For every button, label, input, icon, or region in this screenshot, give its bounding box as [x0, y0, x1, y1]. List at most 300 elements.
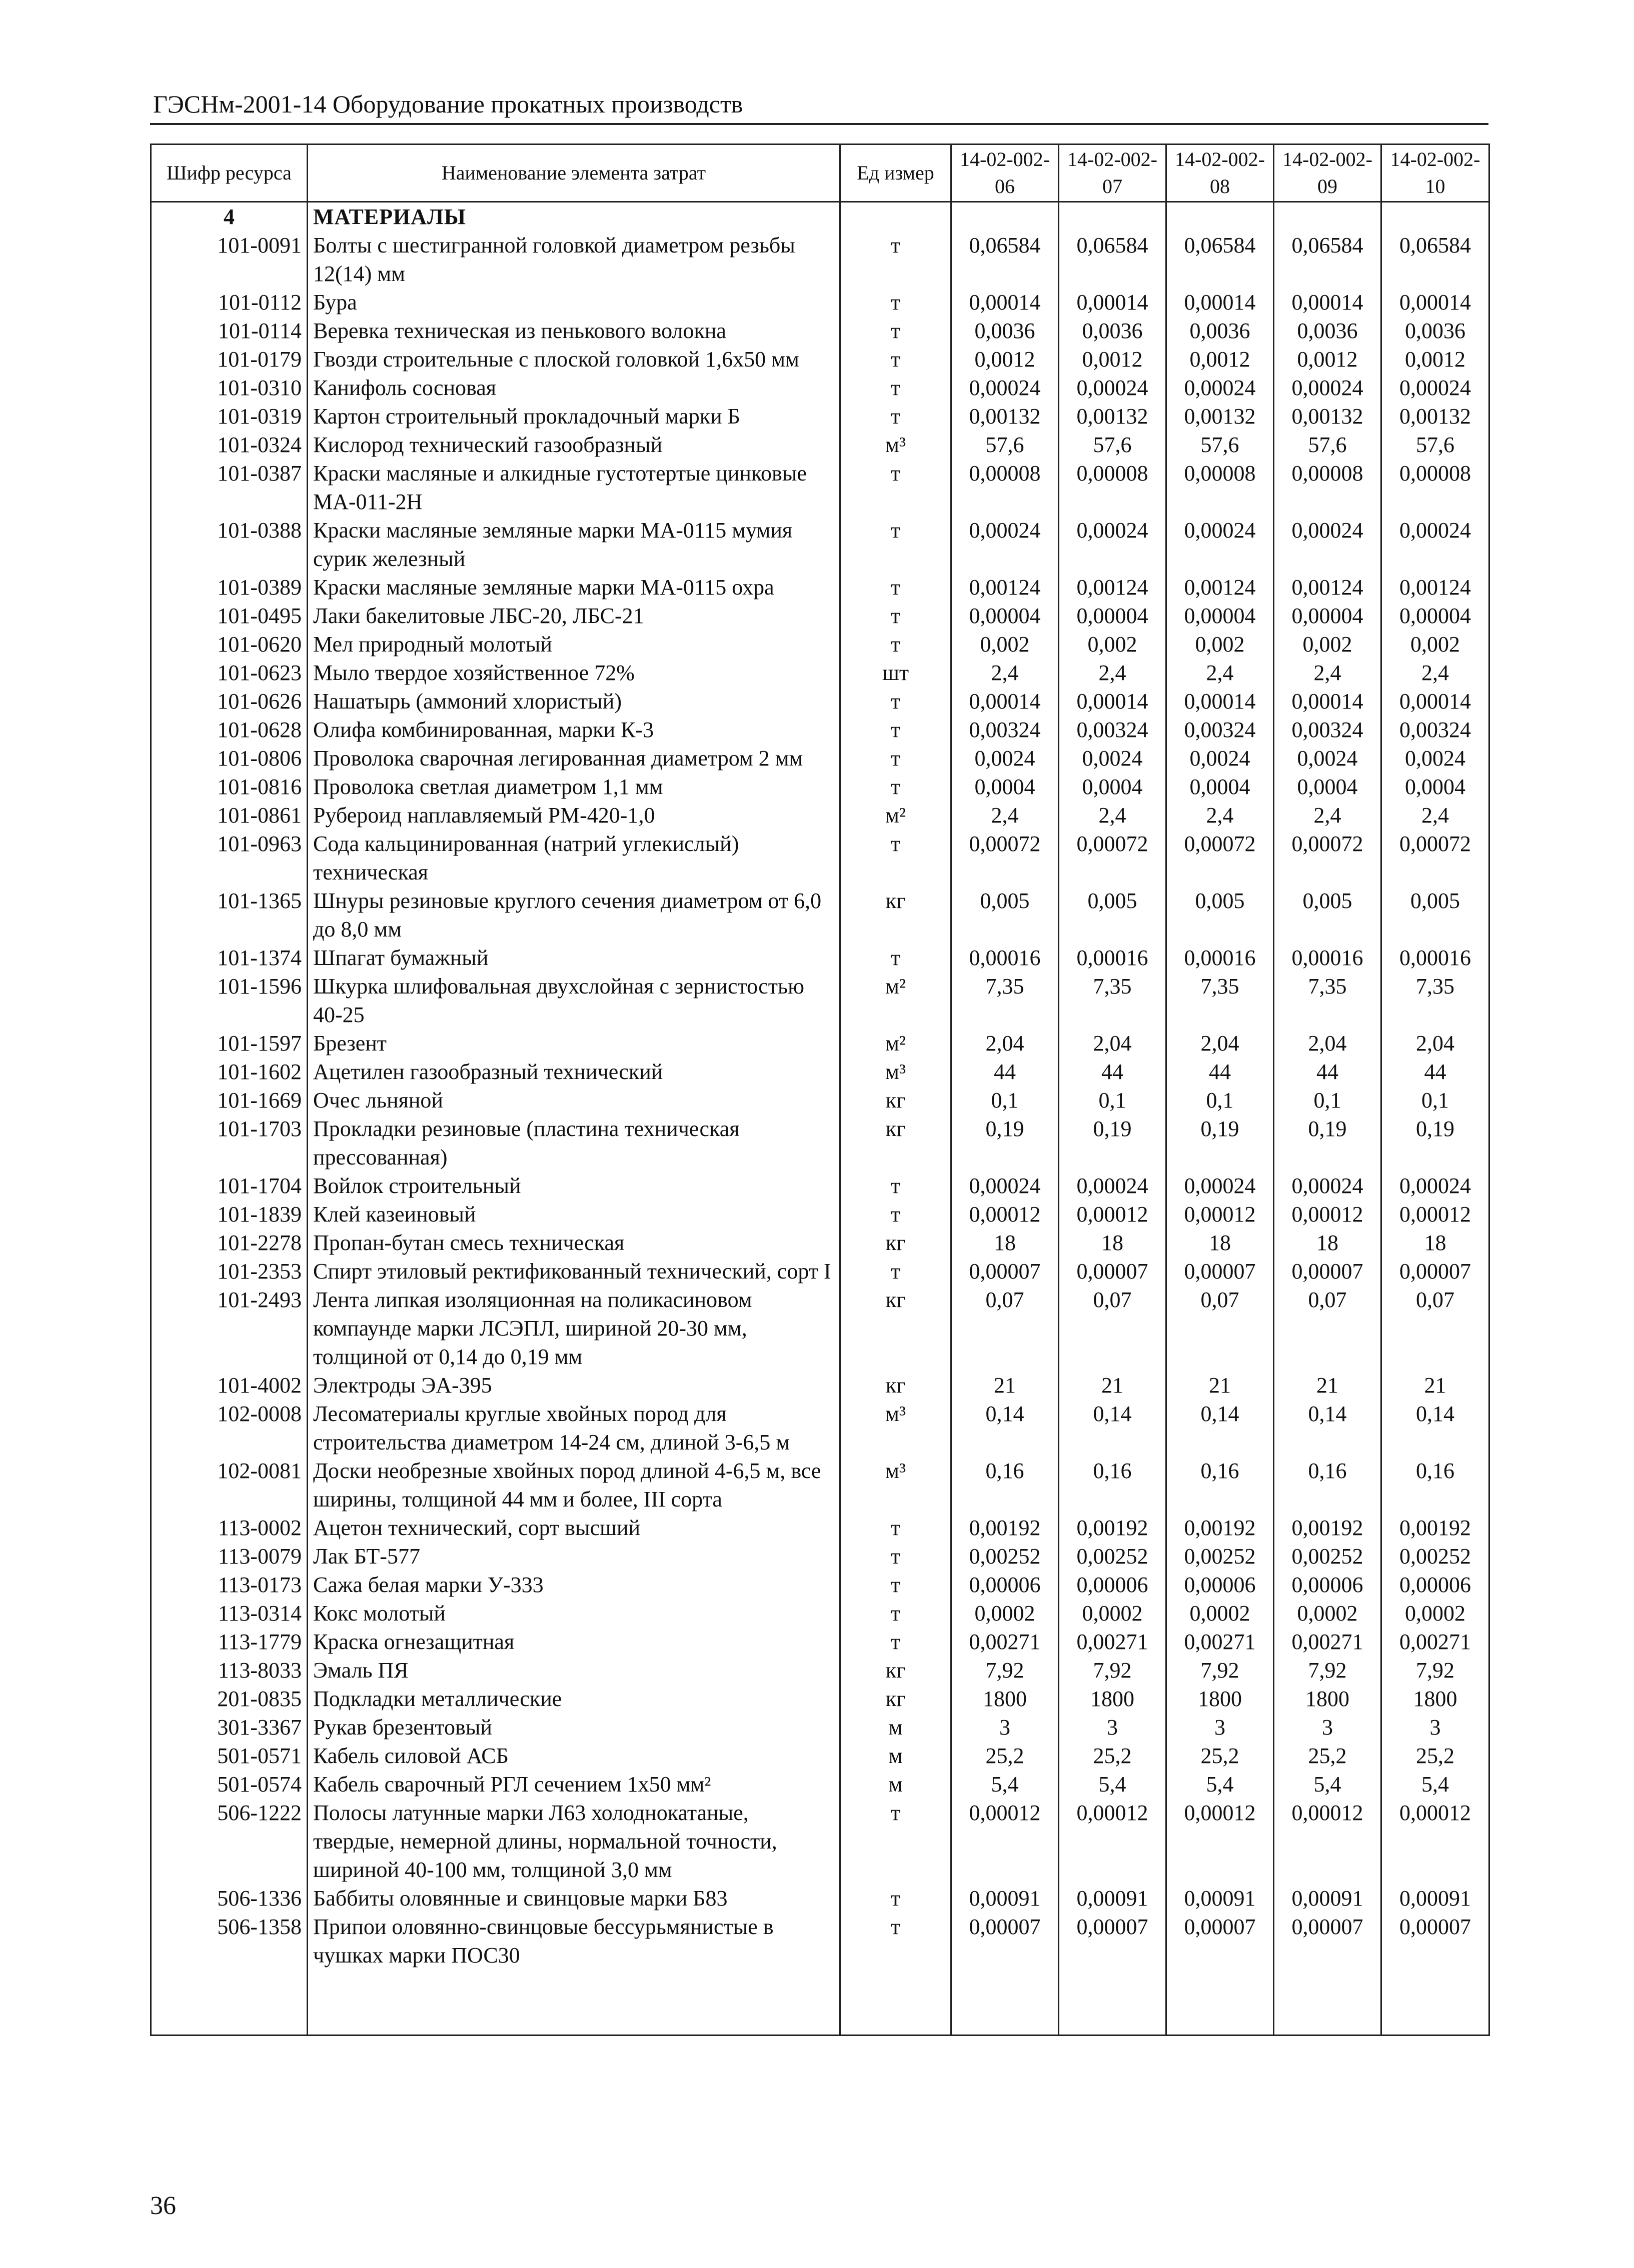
resource-unit: т	[840, 516, 951, 573]
resource-unit: т	[840, 944, 951, 972]
resource-value: 0,00192	[1381, 1514, 1489, 1542]
table-row	[151, 830, 1489, 886]
resource-code: 101-1704	[151, 1172, 308, 1200]
resource-value: 0,00007	[1059, 1912, 1166, 1970]
resource-value: 0,00024	[951, 374, 1059, 402]
resource-value: 0,00007	[1381, 1912, 1489, 1970]
resource-value: 0,00124	[1274, 573, 1381, 602]
resource-unit: кг	[840, 1086, 951, 1114]
resource-unit: т	[840, 830, 951, 886]
resource-value: 0,00008	[1166, 459, 1274, 516]
resource-value: 0,06584	[951, 231, 1059, 288]
table-row	[151, 1257, 1489, 1286]
resource-name: Пропан-бутан смесь техническая	[308, 1228, 840, 1257]
table-row	[151, 1371, 1489, 1400]
resource-unit: м²	[840, 972, 951, 1029]
resource-value: 0,00012	[1381, 1200, 1489, 1228]
resource-value: 0,00008	[1381, 459, 1489, 516]
resource-value: 0,002	[1274, 630, 1381, 658]
resource-value: 2,4	[1166, 658, 1274, 687]
resource-unit: т	[840, 1570, 951, 1599]
resource-unit: т	[840, 1257, 951, 1286]
resource-value: 0,19	[951, 1114, 1059, 1172]
resource-value: 0,00006	[1381, 1570, 1489, 1599]
resource-unit: т	[840, 1798, 951, 1884]
resource-name: Доски необрезные хвойных пород длиной 4-6,5 м, все ширины, толщиной 44 мм и более, III сорта	[308, 1456, 840, 1514]
resource-value: 0,002	[1059, 630, 1166, 658]
table-row	[151, 1228, 1489, 1257]
resource-code: 101-0091	[151, 231, 308, 288]
resource-unit: т	[840, 1599, 951, 1628]
resource-value: 0,19	[1381, 1114, 1489, 1172]
resource-value: 44	[1381, 1058, 1489, 1086]
resource-code: 101-0620	[151, 630, 308, 658]
resource-value: 0,00252	[1381, 1542, 1489, 1570]
table-row	[151, 744, 1489, 772]
table-row	[151, 1770, 1489, 1798]
resource-value: 0,0002	[1059, 1599, 1166, 1628]
resource-value: 0,00024	[1381, 374, 1489, 402]
resource-value: 7,35	[951, 972, 1059, 1029]
resource-value: 0,00014	[951, 288, 1059, 316]
resource-value: 0,00124	[1059, 573, 1166, 602]
resource-value: 7,35	[1059, 972, 1166, 1029]
resource-unit: т	[840, 1628, 951, 1656]
resource-value: 0,07	[951, 1286, 1059, 1371]
table-row	[151, 1656, 1489, 1684]
resource-code: 101-0389	[151, 573, 308, 602]
resource-value: 2,4	[1059, 801, 1166, 830]
resource-value: 0,00014	[1274, 288, 1381, 316]
resource-code: 101-0963	[151, 830, 308, 886]
resource-value: 0,0002	[951, 1599, 1059, 1628]
resource-value: 0,00004	[1166, 602, 1274, 630]
resource-value: 0,14	[1381, 1400, 1489, 1456]
resource-value: 0,002	[951, 630, 1059, 658]
table-row	[151, 1200, 1489, 1228]
resource-value: 0,00132	[1059, 402, 1166, 430]
resource-value: 0,00012	[1274, 1798, 1381, 1884]
table-row	[151, 1286, 1489, 1371]
resource-value: 0,06584	[1381, 231, 1489, 288]
resource-code: 113-0173	[151, 1570, 308, 1599]
resource-code: 101-2278	[151, 1228, 308, 1257]
resource-code: 101-0388	[151, 516, 308, 573]
resource-value: 0,0012	[1166, 345, 1274, 374]
resource-name: Мел природный молотый	[308, 630, 840, 658]
resource-value: 0,00091	[1381, 1884, 1489, 1912]
table-row	[151, 1742, 1489, 1770]
resource-value: 0,00012	[1274, 1200, 1381, 1228]
resource-code: 113-0079	[151, 1542, 308, 1570]
resource-code: 301-3367	[151, 1713, 308, 1742]
resource-code: 101-1597	[151, 1029, 308, 1058]
resource-value: 0,00024	[951, 516, 1059, 573]
resource-value: 0,00132	[951, 402, 1059, 430]
table-row	[151, 1684, 1489, 1713]
resource-unit: кг	[840, 1114, 951, 1172]
table-row	[151, 801, 1489, 830]
header-code: Шифр ресурса	[151, 144, 308, 202]
resource-value: 0,00252	[1059, 1542, 1166, 1570]
table-bottom-spacer	[151, 1970, 1489, 2036]
resource-value: 0,005	[1274, 886, 1381, 944]
resource-value: 0,00016	[951, 944, 1059, 972]
resource-value: 0,00006	[1059, 1570, 1166, 1599]
resource-value: 57,6	[1166, 430, 1274, 459]
resource-name: Сода кальцинированная (натрий углекислый) техническая	[308, 830, 840, 886]
resource-value: 2,4	[1059, 658, 1166, 687]
resource-value: 5,4	[1166, 1770, 1274, 1798]
table-row	[151, 944, 1489, 972]
resource-unit: м²	[840, 801, 951, 830]
spacer-cell	[1274, 1970, 1381, 2036]
resource-value: 0,00324	[1166, 716, 1274, 744]
resource-name: Брезент	[308, 1029, 840, 1058]
resource-name: Шпагат бумажный	[308, 944, 840, 972]
table-row	[151, 1599, 1489, 1628]
resource-name: Лак БТ-577	[308, 1542, 840, 1570]
resource-value: 0,00012	[1059, 1798, 1166, 1884]
resource-value: 25,2	[1381, 1742, 1489, 1770]
table-row	[151, 1029, 1489, 1058]
resource-value: 2,4	[1274, 658, 1381, 687]
resource-value: 0,005	[1381, 886, 1489, 944]
resource-code: 101-0816	[151, 772, 308, 801]
resource-name: Проволока сварочная легированная диаметром 2 мм	[308, 744, 840, 772]
resource-value: 0,00124	[1166, 573, 1274, 602]
resource-value: 0,00012	[1166, 1798, 1274, 1884]
resource-value: 0,06584	[1059, 231, 1166, 288]
resource-code: 501-0571	[151, 1742, 308, 1770]
resource-value: 0,00014	[1381, 687, 1489, 716]
table-row	[151, 459, 1489, 516]
resource-value: 0,005	[951, 886, 1059, 944]
resource-code: 101-1703	[151, 1114, 308, 1172]
resource-value: 2,04	[1381, 1029, 1489, 1058]
resource-unit: м²	[840, 1029, 951, 1058]
table-row	[151, 1912, 1489, 1970]
resource-value: 44	[1059, 1058, 1166, 1086]
resource-unit: т	[840, 374, 951, 402]
resource-unit: м	[840, 1770, 951, 1798]
resource-value: 5,4	[951, 1770, 1059, 1798]
resources-table	[150, 144, 1490, 2036]
resource-value: 0,0024	[1381, 744, 1489, 772]
header-col-08: 14-02-002-08	[1166, 144, 1274, 202]
resource-name: Подкладки металлические	[308, 1684, 840, 1713]
resource-value: 21	[1166, 1371, 1274, 1400]
resource-value: 0,00012	[1381, 1798, 1489, 1884]
resource-code: 101-1839	[151, 1200, 308, 1228]
resource-value: 57,6	[1274, 430, 1381, 459]
resource-name: Рубероид наплавляемый РМ-420-1,0	[308, 801, 840, 830]
resource-value: 0,00091	[1166, 1884, 1274, 1912]
resource-value: 0,002	[1381, 630, 1489, 658]
resource-value: 0,14	[951, 1400, 1059, 1456]
resource-name: Картон строительный прокладочный марки Б	[308, 402, 840, 430]
section-empty-cell	[840, 202, 951, 232]
resource-name: Рукав брезентовый	[308, 1713, 840, 1742]
resource-value: 0,00271	[951, 1628, 1059, 1656]
resource-code: 101-2353	[151, 1257, 308, 1286]
resource-value: 1800	[1059, 1684, 1166, 1713]
resource-value: 0,16	[1274, 1456, 1381, 1514]
resource-name: Ацетилен газообразный технический	[308, 1058, 840, 1086]
resource-value: 0,00024	[1166, 374, 1274, 402]
resource-unit: кг	[840, 1371, 951, 1400]
resource-value: 57,6	[1381, 430, 1489, 459]
table-row	[151, 288, 1489, 316]
resource-code: 101-0112	[151, 288, 308, 316]
resource-value: 0,0004	[951, 772, 1059, 801]
resource-value: 0,0004	[1274, 772, 1381, 801]
resource-value: 2,04	[951, 1029, 1059, 1058]
page-number: 36	[150, 2192, 176, 2220]
resource-name: Олифа комбинированная, марки К-3	[308, 716, 840, 744]
resource-value: 0,0036	[1166, 316, 1274, 345]
table-row	[151, 231, 1489, 288]
resource-unit: т	[840, 1884, 951, 1912]
resource-unit: т	[840, 1912, 951, 1970]
resource-value: 0,00024	[1274, 1172, 1381, 1200]
table-row	[151, 1172, 1489, 1200]
resource-value: 0,00192	[951, 1514, 1059, 1542]
resource-value: 0,00072	[1381, 830, 1489, 886]
resource-name: Проволока светлая диаметром 1,1 мм	[308, 772, 840, 801]
resource-value: 0,16	[1059, 1456, 1166, 1514]
resource-code: 101-1669	[151, 1086, 308, 1114]
resource-value: 0,1	[1381, 1086, 1489, 1114]
resource-name: Электроды ЭА-395	[308, 1371, 840, 1400]
spacer-cell	[951, 1970, 1059, 2036]
resource-unit: м³	[840, 1400, 951, 1456]
resource-value: 0,0036	[1381, 316, 1489, 345]
table-row	[151, 1713, 1489, 1742]
resource-code: 506-1336	[151, 1884, 308, 1912]
resource-value: 0,0012	[1274, 345, 1381, 374]
table-row	[151, 1798, 1489, 1884]
resource-value: 0,00024	[1059, 1172, 1166, 1200]
spacer-cell	[151, 1970, 308, 2036]
table-row	[151, 402, 1489, 430]
table-row	[151, 1400, 1489, 1456]
resource-name: Лента липкая изоляционная на поликасиновом компаунде марки ЛСЭПЛ, шириной 20-30 мм, толщиной от 0,14 до 0,19 мм	[308, 1286, 840, 1371]
resource-value: 1800	[1274, 1684, 1381, 1713]
resource-unit: кг	[840, 1286, 951, 1371]
resource-value: 0,07	[1274, 1286, 1381, 1371]
resource-code: 113-1779	[151, 1628, 308, 1656]
resource-value: 0,002	[1166, 630, 1274, 658]
resource-value: 21	[1059, 1371, 1166, 1400]
resource-value: 0,00024	[1274, 516, 1381, 573]
resource-value: 0,00007	[951, 1912, 1059, 1970]
resource-value: 5,4	[1274, 1770, 1381, 1798]
resource-value: 0,00016	[1274, 944, 1381, 972]
resource-code: 102-0081	[151, 1456, 308, 1514]
resource-unit: т	[840, 1542, 951, 1570]
resource-name: Прокладки резиновые (пластина техническая прессованная)	[308, 1114, 840, 1172]
resource-value: 0,00007	[1059, 1257, 1166, 1286]
resource-value: 0,00024	[1166, 1172, 1274, 1200]
resource-code: 101-0114	[151, 316, 308, 345]
resource-value: 0,00124	[1381, 573, 1489, 602]
resource-value: 0,06584	[1274, 231, 1381, 288]
resource-value: 25,2	[951, 1742, 1059, 1770]
section-empty-cell	[951, 202, 1059, 232]
resource-value: 0,00024	[1166, 516, 1274, 573]
resource-value: 1800	[1166, 1684, 1274, 1713]
resource-value: 0,00012	[1166, 1200, 1274, 1228]
resource-name: Лаки бакелитовые ЛБС-20, ЛБС-21	[308, 602, 840, 630]
resource-value: 44	[1166, 1058, 1274, 1086]
resource-value: 0,00324	[1274, 716, 1381, 744]
table-row	[151, 516, 1489, 573]
resource-code: 101-1602	[151, 1058, 308, 1086]
table-row	[151, 345, 1489, 374]
resource-name: Полосы латунные марки Л63 холоднокатаные, твердые, немерной длины, нормальной точности, шириной 40-100 мм, толщиной 3,0 мм	[308, 1798, 840, 1884]
resource-name: Кокс молотый	[308, 1599, 840, 1628]
resource-value: 0,16	[1381, 1456, 1489, 1514]
spacer-cell	[840, 1970, 951, 2036]
resource-value: 0,0004	[1166, 772, 1274, 801]
resource-value: 0,06584	[1166, 231, 1274, 288]
resource-value: 0,14	[1166, 1400, 1274, 1456]
resource-value: 0,00014	[951, 687, 1059, 716]
section-empty-cell	[1381, 202, 1489, 232]
resource-value: 0,00271	[1059, 1628, 1166, 1656]
table-row	[151, 772, 1489, 801]
header-row	[151, 144, 1489, 202]
resource-value: 0,0002	[1381, 1599, 1489, 1628]
resource-value: 0,00012	[951, 1200, 1059, 1228]
resource-value: 0,1	[1059, 1086, 1166, 1114]
section-title: МАТЕРИАЛЫ	[308, 202, 840, 232]
resource-unit: м³	[840, 1058, 951, 1086]
resource-value: 0,00014	[1274, 687, 1381, 716]
resource-unit: кг	[840, 1228, 951, 1257]
resource-name: Шнуры резиновые круглого сечения диаметром от 6,0 до 8,0 мм	[308, 886, 840, 944]
resource-unit: т	[840, 602, 951, 630]
header-name: Наименование элемента затрат	[308, 144, 840, 202]
resource-value: 0,00091	[1274, 1884, 1381, 1912]
resource-value: 0,00014	[1166, 288, 1274, 316]
table-row	[151, 1628, 1489, 1656]
resource-value: 7,35	[1381, 972, 1489, 1029]
resource-code: 113-8033	[151, 1656, 308, 1684]
header-col-09: 14-02-002-09	[1274, 144, 1381, 202]
resource-code: 101-1365	[151, 886, 308, 944]
section-empty-cell	[1059, 202, 1166, 232]
resource-value: 0,00007	[1381, 1257, 1489, 1286]
resource-code: 113-0002	[151, 1514, 308, 1542]
table-header	[151, 144, 1489, 202]
table-row	[151, 374, 1489, 402]
resource-value: 0,00024	[1059, 374, 1166, 402]
resource-value: 44	[951, 1058, 1059, 1086]
resource-code: 101-0626	[151, 687, 308, 716]
resource-code: 102-0008	[151, 1400, 308, 1456]
resource-value: 0,00324	[1381, 716, 1489, 744]
resource-value: 0,00008	[1274, 459, 1381, 516]
resource-value: 0,14	[1274, 1400, 1381, 1456]
resource-value: 0,00024	[1381, 1172, 1489, 1200]
resource-value: 0,00014	[1059, 687, 1166, 716]
resource-value: 21	[951, 1371, 1059, 1400]
resource-value: 2,4	[951, 658, 1059, 687]
table-row	[151, 658, 1489, 687]
resource-name: Бура	[308, 288, 840, 316]
resource-value: 0,00006	[1274, 1570, 1381, 1599]
resource-value: 0,00252	[951, 1542, 1059, 1570]
resource-unit: т	[840, 402, 951, 430]
resource-value: 7,35	[1274, 972, 1381, 1029]
resource-value: 21	[1381, 1371, 1489, 1400]
resource-unit: т	[840, 772, 951, 801]
resource-value: 2,04	[1274, 1029, 1381, 1058]
resource-unit: т	[840, 459, 951, 516]
resource-code: 101-0310	[151, 374, 308, 402]
resource-value: 0,00252	[1166, 1542, 1274, 1570]
resource-value: 0,00024	[1059, 516, 1166, 573]
resource-value: 5,4	[1059, 1770, 1166, 1798]
resource-code: 101-4002	[151, 1371, 308, 1400]
resource-name: Краска огнезащитная	[308, 1628, 840, 1656]
resource-value: 0,16	[1166, 1456, 1274, 1514]
resource-value: 0,07	[1381, 1286, 1489, 1371]
resource-value: 0,00004	[1274, 602, 1381, 630]
header-divider	[150, 123, 1488, 125]
table-row	[151, 430, 1489, 459]
resource-unit: т	[840, 1514, 951, 1542]
spacer-cell	[1059, 1970, 1166, 2036]
resource-unit: т	[840, 316, 951, 345]
resource-value: 0,1	[951, 1086, 1059, 1114]
table-body	[151, 202, 1489, 2036]
resource-unit: т	[840, 1172, 951, 1200]
resource-value: 0,00132	[1166, 402, 1274, 430]
resource-value: 0,00007	[1274, 1912, 1381, 1970]
resource-unit: м³	[840, 1456, 951, 1514]
resource-name: Краски масляные земляные марки МА-0115 охра	[308, 573, 840, 602]
resource-name: Кабель сварочный РГЛ сечением 1х50 мм²	[308, 1770, 840, 1798]
resource-value: 0,005	[1166, 886, 1274, 944]
resource-value: 0,00006	[1166, 1570, 1274, 1599]
resource-value: 0,00004	[951, 602, 1059, 630]
resource-unit: шт	[840, 658, 951, 687]
resource-value: 0,0012	[1381, 345, 1489, 374]
resource-value: 3	[1381, 1713, 1489, 1742]
resource-value: 0,00006	[951, 1570, 1059, 1599]
section-empty-cell	[1274, 202, 1381, 232]
resource-name: Кабель силовой АСБ	[308, 1742, 840, 1770]
table-row	[151, 1570, 1489, 1599]
resource-unit: т	[840, 687, 951, 716]
resource-code: 101-0623	[151, 658, 308, 687]
resource-name: Баббиты оловянные и свинцовые марки Б83	[308, 1884, 840, 1912]
resource-value: 0,00192	[1059, 1514, 1166, 1542]
resource-code: 101-0861	[151, 801, 308, 830]
resource-value: 0,1	[1274, 1086, 1381, 1114]
resource-code: 101-0387	[151, 459, 308, 516]
resource-value: 7,35	[1166, 972, 1274, 1029]
resource-name: Клей казеиновый	[308, 1200, 840, 1228]
resource-value: 0,00024	[1274, 374, 1381, 402]
resource-code: 101-1596	[151, 972, 308, 1029]
resource-value: 0,00192	[1166, 1514, 1274, 1542]
resource-name: Мыло твердое хозяйственное 72%	[308, 658, 840, 687]
table-row	[151, 630, 1489, 658]
